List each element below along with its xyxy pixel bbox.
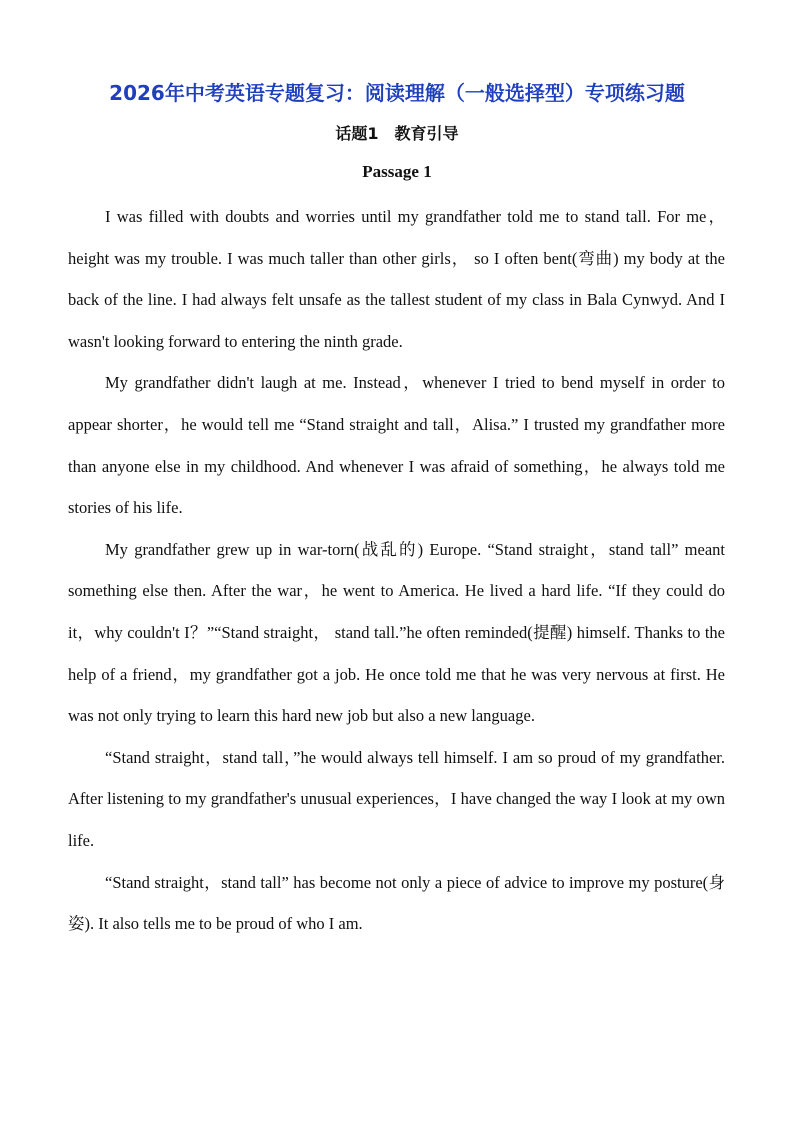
paragraph-1: I was filled with doubts and worries until my grandfather told me to stand tall. For me， height was my trouble. I was much taller than other girls， so I often bent(弯曲) my body at the back of the line. I had always felt unsafe as the tallest student of my class in Bala Cynwyd. And I wasn't looking forward to entering the ninth grade. [68, 207, 725, 351]
paragraph-2: My grandfather didn't laugh at me. Instead，whenever I tried to bend myself in order to appear shorter，he would tell me “Stand straight and tall，Alisa.” I trusted my grandfather more than anyone else in my childhood. And whenever I was afraid of something，he always told me stories of his life. [68, 373, 725, 518]
paragraph-4: “Stand straight，stand tall，”he would always tell himself. I am so proud of my grandfather. After listening to my grandfather's unusual experiences，I have changed the way I look at my own life. [68, 747, 725, 850]
topic-heading: 话题1 教育引导 [335, 124, 459, 143]
passage-title: Passage 1 [362, 162, 432, 181]
document-title: 2026年中考英语专题复习：阅读理解（一般选择型）专项练习题 [109, 81, 685, 105]
passage-body [68, 196, 725, 945]
paragraph-5: “Stand straight，stand tall” has become not only a piece of advice to improve my posture(身姿). It also tells me to be proud of who I am. [68, 872, 725, 934]
paragraph-3: My grandfather grew up in war-torn(战乱的) Europe. “Stand straight，stand tall” meant something else then. After the war，he went to America. He lived a hard life. “If they could do it，why couldn't I？”“Stand straight， stand tall.”he often reminded(提醒) himself. Thanks to the help of a friend，my grandfather got a job. He once told me that he was very nervous at first. He was not only trying to learn this hard new job but also a new language. [68, 539, 725, 726]
